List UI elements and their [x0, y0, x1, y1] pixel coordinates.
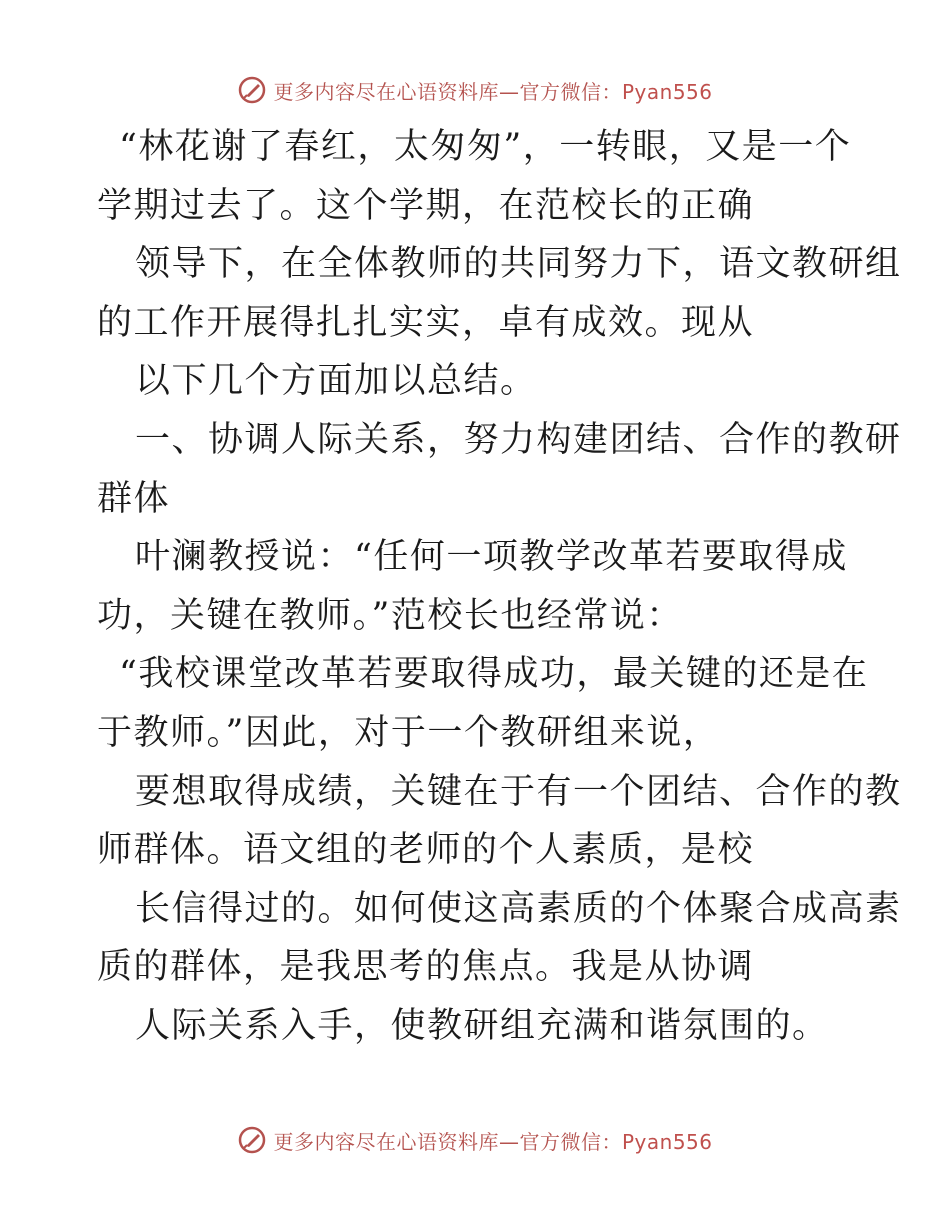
text-line: 叶澜教授说：“任何一项教学改革若要取得成: [135, 537, 848, 578]
text-line: 于教师。”因此，对于一个教研组来说，: [97, 712, 720, 753]
text-line: 功，关键在教师。”范校长也经常说：: [97, 595, 683, 636]
watermark-text: 更多内容尽在心语资料库—官方微信：Pyan556: [273, 79, 713, 104]
section-heading: 一、协调人际关系，努力构建团结、合作的教研: [135, 419, 902, 460]
text-line: “林花谢了春红，太匆匆”，一转眼，又是一个: [119, 127, 852, 167]
text-line: 领导下，在全体教师的共同努力下，语文教研组: [135, 244, 902, 285]
text-line: 以下几个方面加以总结。: [135, 361, 537, 402]
quill-pen-circle-icon: [237, 1125, 267, 1155]
text-line: 人际关系入手，使教研组充满和谐氛围的。: [135, 1005, 829, 1046]
header-watermark: [0, 70, 950, 110]
text-line: 要想取得成绩，关键在于有一个团结、合作的教: [135, 771, 902, 812]
text-line: “我校课堂改革若要取得成功，最关键的还是在: [119, 654, 869, 695]
watermark-text: 更多内容尽在心语资料库—官方微信：Pyan556: [273, 1129, 713, 1154]
section-heading-cont: 群体: [97, 478, 171, 519]
text-line: 的工作开展得扎扎实实，卓有成效。现从: [97, 302, 755, 343]
quill-pen-circle-icon: [237, 75, 267, 105]
text-line: 学期过去了。这个学期，在范校长的正确: [97, 185, 755, 226]
footer-watermark: [0, 1120, 950, 1160]
document-body: [97, 118, 902, 1056]
text-line: 质的群体，是我思考的焦点。我是从协调: [97, 947, 755, 988]
text-line: 师群体。语文组的老师的个人素质，是校: [97, 830, 755, 871]
text-line: 长信得过的。如何使这高素质的个体聚合成高素: [135, 888, 902, 929]
